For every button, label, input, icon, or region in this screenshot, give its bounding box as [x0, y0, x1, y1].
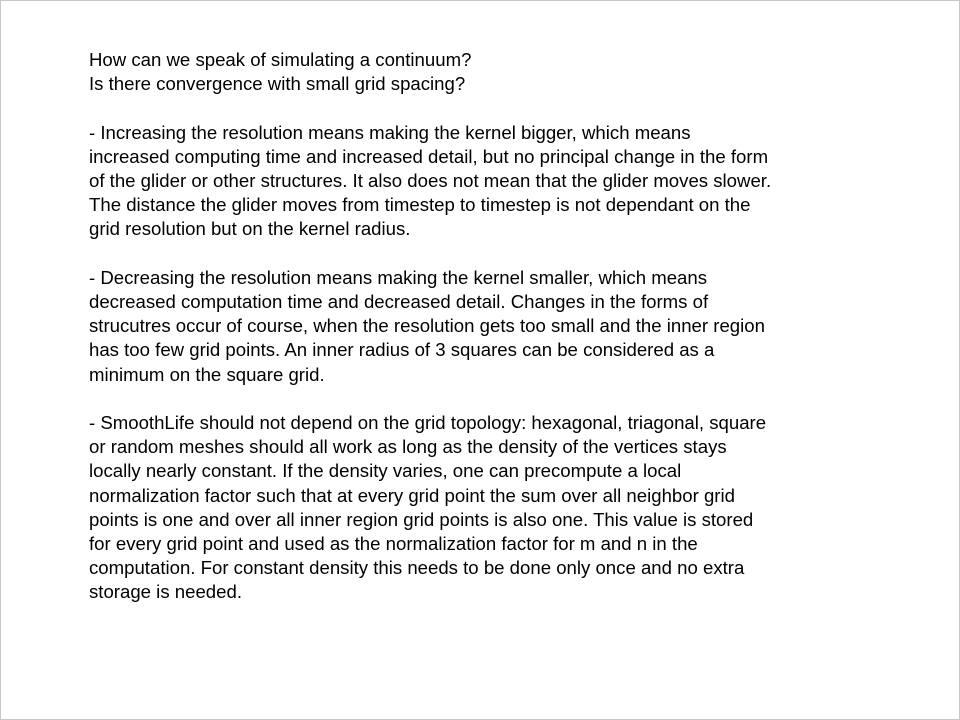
spacer: [89, 387, 919, 411]
paragraph-grid-topology: - SmoothLife should not depend on the grid topology: hexagonal, triagonal, square or random meshes should all work as long as the density of the vertices stays locally nearly constant. If the density varies, one can precompute a local normalization factor such that at every grid point the sum over all neighbor grid points is one and over all inner region grid points is also one. This value is stored for every grid point and used as the normalization factor for m and n in the computation. For constant density this needs to be done only once and no extra storage is needed.: [89, 412, 767, 603]
question-convergence: Is there convergence with small grid spacing?: [89, 73, 466, 95]
slide-content: [89, 48, 919, 605]
spacer: [89, 96, 919, 120]
paragraph-decreasing-resolution: - Decreasing the resolution means making the kernel smaller, which means decreased computation time and decreased detail. Changes in the forms of strucutres occur of course, when the resolution gets too small and the inner region has too few grid points. An inner radius of 3 squares can be considered as a minimum on the square grid.: [89, 266, 765, 385]
paragraph-increasing-resolution: - Increasing the resolution means making the kernel bigger, which means increased computing time and increased detail, but no principal change in the form of the glider or other structures. It also does not mean that the glider moves slower. The distance the glider moves from timestep to timestep is not dependant on the grid resolution but on the kernel radius.: [89, 121, 772, 240]
question-continuum: How can we speak of simulating a continuum?: [89, 49, 472, 70]
spacer: [89, 242, 919, 266]
